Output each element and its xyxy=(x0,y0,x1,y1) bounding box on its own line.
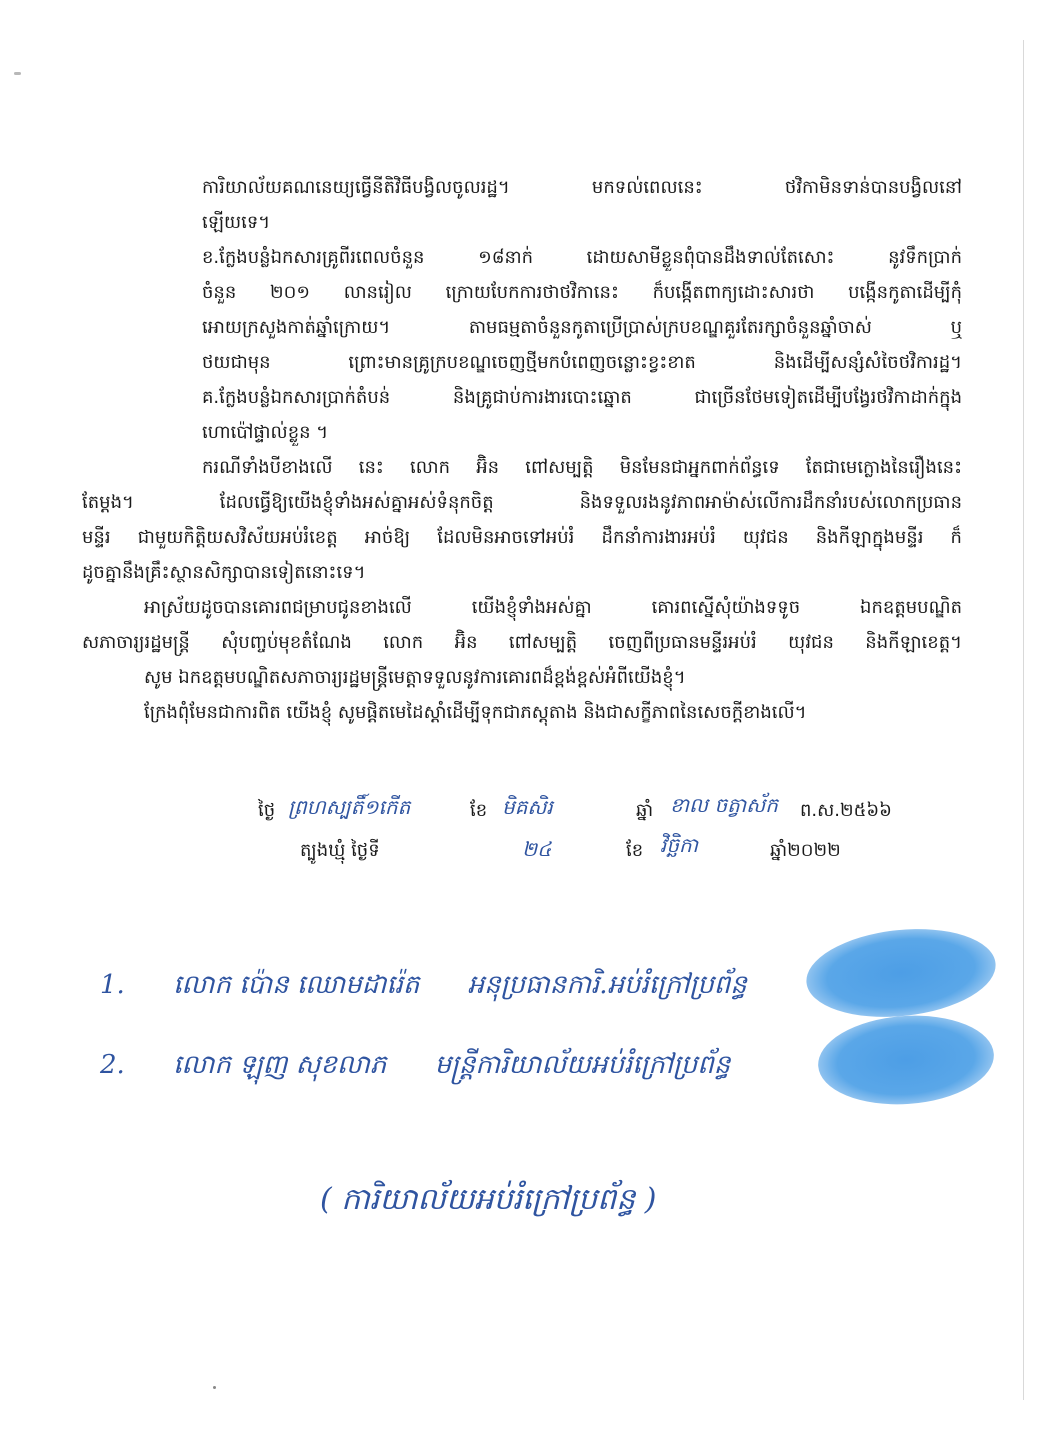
paragraph-line: ក្រែងពុំមែនជាការពិត យើងខ្ញុំ សូមផ្តិតមេដៃស្តាំដើម្បីទុកជាភស្តុតាង និងជាសក្ខីភាពនៃសេចក្តីខាងលើ។ xyxy=(144,702,807,723)
office-note: ( ការិយាល័យអប់រំក្រៅប្រព័ន្ធ ) xyxy=(320,1182,657,1217)
thumbprint xyxy=(802,920,1000,1025)
paragraph-line: សូម ឯកឧត្តមបណ្ឌិតសភាចារ្យរដ្ឋមន្ត្រីមេត្តាទទួលនូវការគោរពដ៏ខ្ពង់ខ្ពស់អំពីយើងខ្ញុំ។ xyxy=(144,667,686,688)
scan-edge-line xyxy=(1023,40,1024,1400)
signature-name: លោក ប៉ោន ឈោមដារ៉េត xyxy=(173,970,420,1000)
paragraph-line: សភាចារ្យរដ្ឋមន្ត្រី សុំបញ្ចប់មុខតំណែង លោក អ៊ិន ពៅសម្បត្តិ ចេញពីប្រធានមន្ទីរអប់រំ យុវជន និងកីឡាខេត្ត។ xyxy=(82,632,962,653)
thumbprint xyxy=(815,1010,997,1110)
paragraph-line: ករណីទាំងបីខាងលើ នេះ លោក អ៊ិន ពៅសម្បត្តិ មិនមែនជាអ្នកពាក់ព័ន្ធទេ តែជាមេក្លោងនៃរឿងនេះ xyxy=(202,457,962,478)
day-label: ថ្ងៃ xyxy=(258,800,276,821)
month-handwritten: មិគសិរ xyxy=(502,795,553,819)
signature-role: អនុប្រធានការិ.អប់រំក្រៅប្រព័ន្ធ xyxy=(467,970,747,1000)
year-label: ឆ្នាំ xyxy=(636,800,654,821)
signature-role: មន្ត្រីការិយាល័យអប់រំក្រៅប្រព័ន្ធ xyxy=(434,1050,731,1080)
paragraph-line: ហោប៉ៅផ្ទាល់ខ្លួន ។ xyxy=(202,422,329,443)
paragraph-line: អោយក្រសួងកាត់ឆ្នាំក្រោយ។ តាមធម្មតាចំនួនកូតាប្រើប្រាស់ក្របខណ្ឌគួរតែរក្សាចំនួនឆ្នាំចាស់ ឬ xyxy=(202,317,962,338)
signature-number: 1. xyxy=(100,970,125,1000)
paragraph-line: ថយជាមុន ព្រោះមានគ្រូក្របខណ្ឌចេញថ្មីមកបំពេញចន្លោះខ្វះខាត និងដើម្បីសន្សំសំចៃថវិការដ្ឋ។ xyxy=(202,352,962,373)
month-label: ខែ xyxy=(470,800,488,821)
paragraph-line: ចំនួន ២០១ លានរៀល ក្រោយបែកការថាថវិកានេះ ក៏បង្កើតពាក្យដោះសារថា បង្កើនកូតាដើម្បីកុំ xyxy=(202,282,962,303)
paragraph-line: មន្ទីរ ជាមួយកិត្តិយសវិស័យអប់រំខេត្ត អាច់ឱ្យ ដែលមិនអាចទៅអប់រំ ដឹកនាំការងារអប់រំ យុវជន និងកីឡាក្នុងមន្ទីរ ក៏ xyxy=(82,527,962,548)
date-block xyxy=(240,792,960,872)
signature-number: 2. xyxy=(100,1050,125,1080)
year-value: ឆ្នាំ២០២២ xyxy=(770,840,841,861)
signature-entry xyxy=(100,1048,730,1086)
paragraph-line: គ.ក្លែងបន្លំឯកសារប្រាក់តំបន់ និងគ្រូជាប់ការងារបោះឆ្នោត ជាច្រើនថែមទៀតដើម្បីបង្វែរថវិកាដាក់ក្នុង xyxy=(202,387,962,408)
paragraph-line: តែម្តង។ ដែលធ្វើឱ្យយើងខ្ញុំទាំងអស់គ្នាអស់ទំនុកចិត្ត និងទទួលរងនូវភាពអាម៉ាស់លើការដឹកនាំរបស់លោកប្រធាន xyxy=(82,492,962,513)
lunar-date-row xyxy=(240,792,960,832)
day-handwritten: ព្រហស្បតិ៍១កើត xyxy=(288,795,411,819)
scan-mark xyxy=(14,72,21,75)
paragraph-line: ខ.ក្លែងបន្លំឯកសារគ្រូពីរពេលចំនួន ១៨នាក់ ដោយសាមីខ្លួនពុំបានដឹងទាល់តែសោះ នូវទឹកប្រាក់ xyxy=(202,247,962,268)
year-handwritten: ខាល ចត្វាស័ក xyxy=(670,793,778,817)
buddhist-era: ព.ស.២៥៦៦ xyxy=(800,800,892,821)
month-handwritten: វិច្ឆិកា xyxy=(660,833,699,857)
signature-name: លោក ឡុញ សុខលាភ xyxy=(173,1050,387,1080)
paragraph-line: ឡើយទេ។ xyxy=(202,212,271,233)
paragraph-line: ដូចគ្នានឹងគ្រឹះស្ថានសិក្សាបានទៀតនោះទេ។ xyxy=(82,562,366,583)
day-number-handwritten: ២៤ xyxy=(522,837,552,861)
scan-mark xyxy=(213,1386,216,1389)
solar-date-row xyxy=(240,832,960,872)
letter-body xyxy=(82,170,962,730)
paragraph-line: ការិយាល័យគណនេយ្យធ្វើនីតិវិធីបង្វិលចូលរដ្ឋ។ មកទល់ពេលនេះ ថវិកាមិនទាន់បានបង្វិលនៅ xyxy=(202,177,962,198)
place-and-day-label: ត្បូងឃ្មុំ ថ្ងៃទី xyxy=(300,840,380,861)
month-label: ខែ xyxy=(626,840,644,861)
paragraph-line: អាស្រ័យដូចបានគោរពជម្រាបជូនខាងលើ យើងខ្ញុំទាំងអស់គ្នា គោរពស្នើសុំយ៉ាងទទូច ឯកឧត្តមបណ្ឌិត xyxy=(144,597,962,618)
signature-entry xyxy=(100,968,747,1006)
